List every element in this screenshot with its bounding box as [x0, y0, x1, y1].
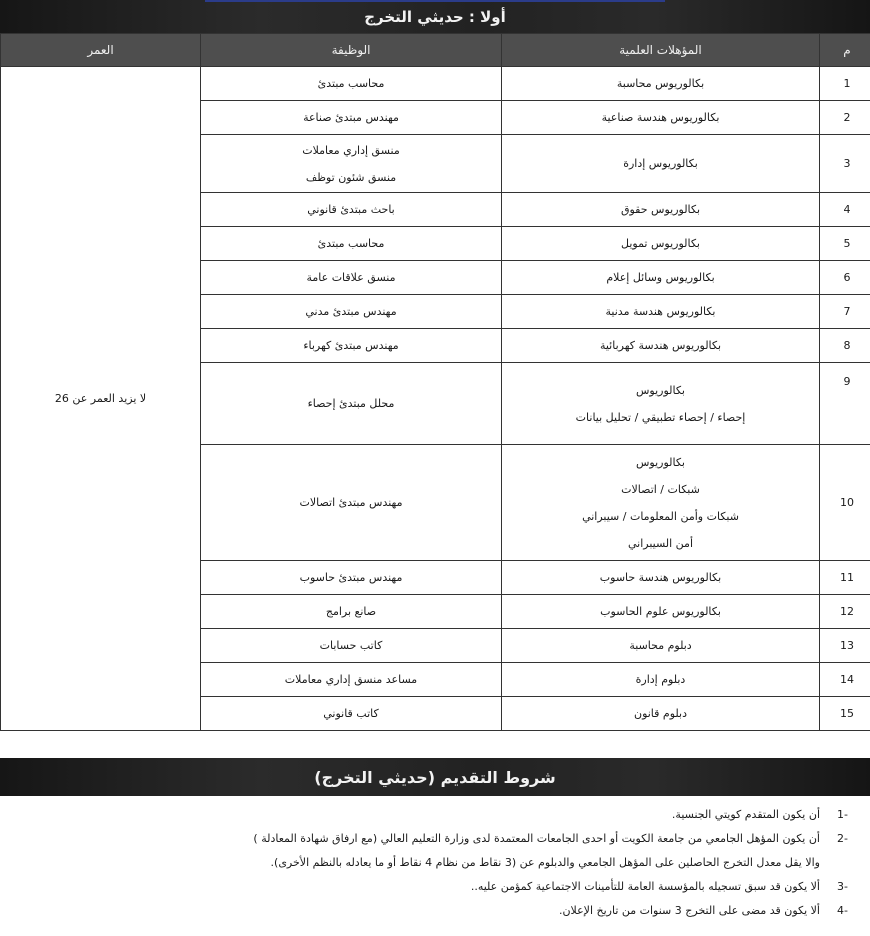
qualification-text: أمن السيبراني	[627, 536, 694, 550]
condition-item	[18, 832, 848, 870]
condition-line: أن يكون المؤهل الجامعي من جامعة الكويت أو احدى الجامعات المعتمدة لدى وزارة التعليم العالي (مع ارفاق شهادة المعادلة )	[253, 832, 820, 845]
qualification-text: بكالوريوس هندسة كهربائية	[599, 339, 722, 352]
row-number: 10	[820, 445, 870, 561]
condition-number: -2	[837, 832, 848, 845]
row-number: 2	[820, 101, 870, 135]
qualification-cell	[502, 227, 820, 261]
row-number: 13	[820, 629, 870, 663]
qualification-text: بكالوريوس هندسة حاسوب	[599, 571, 722, 584]
qualification-text: إحصاء / إحصاء تطبيقي / تحليل بيانات	[575, 410, 746, 424]
condition-text	[18, 808, 820, 822]
col-header-number: م	[820, 34, 870, 67]
job-text: منسق شئون توظف	[305, 170, 397, 184]
qualification-text: بكالوريوس إدارة	[623, 157, 698, 170]
job-cell	[201, 67, 502, 101]
qualification-text: بكالوريوس حقوق	[620, 203, 701, 216]
qualification-cell	[502, 261, 820, 295]
job-text: كاتب قانوني	[323, 707, 379, 720]
row-number: 5	[820, 227, 870, 261]
job-text: صانع برامج	[325, 605, 377, 618]
job-text: مهندس مبتدئ حاسوب	[299, 571, 403, 584]
row-number: 9	[820, 363, 870, 445]
row-number: 7	[820, 295, 870, 329]
job-cell	[201, 135, 502, 193]
qualification-text: بكالوريوس هندسة صناعية	[601, 111, 720, 124]
job-text: منسق علاقات عامة	[306, 271, 396, 284]
job-cell	[201, 295, 502, 329]
qualification-text: دبلوم قانون	[633, 707, 688, 720]
condition-item	[18, 808, 848, 822]
condition-line: أن يكون المتقدم كويتي الجنسية.	[671, 808, 820, 821]
job-text: مهندس مبتدئ اتصالات	[299, 496, 403, 509]
job-cell	[201, 629, 502, 663]
qualification-text: شبكات وأمن المعلومات / سيبراني	[582, 509, 739, 523]
job-text: محلل مبتدئ إحصاء	[307, 397, 395, 410]
row-number: 14	[820, 663, 870, 697]
qualification-cell	[502, 67, 820, 101]
condition-line: ألا يكون قد سبق تسجيله بالمؤسسة العامة للتأمينات الاجتماعية كمؤمن عليه..	[470, 880, 820, 893]
qualification-text: دبلوم إدارة	[635, 673, 686, 686]
qualification-cell	[502, 595, 820, 629]
job-text: مهندس مبتدئ صناعة	[303, 111, 399, 124]
condition-line: والا يقل معدل التخرج الحاصلين على المؤهل الجامعي والدبلوم عن (3 نقاط من نظام 4 نقاط أو ما يعادله بالنظم الأخرى).	[270, 856, 820, 869]
qualification-text: بكالوريوس علوم الحاسوب	[600, 605, 721, 618]
condition-number: -1	[837, 808, 848, 821]
job-text: محاسب مبتدئ	[317, 77, 385, 90]
job-cell	[201, 697, 502, 731]
row-number: 12	[820, 595, 870, 629]
qualification-text: شبكات / اتصالات	[621, 482, 700, 496]
qualification-text: بكالوريوس وسائل إعلام	[606, 271, 715, 284]
row-number: 11	[820, 561, 870, 595]
job-cell	[201, 261, 502, 295]
job-text: باحث مبتدئ قانوني	[307, 203, 395, 216]
table-row	[1, 67, 870, 101]
condition-item	[18, 880, 848, 894]
qualification-cell	[502, 295, 820, 329]
job-text: كاتب حسابات	[319, 639, 383, 652]
qualification-text: بكالوريوس	[635, 383, 685, 397]
job-cell	[201, 595, 502, 629]
job-cell	[201, 445, 502, 561]
qualification-cell	[502, 101, 820, 135]
row-number: 8	[820, 329, 870, 363]
job-cell	[201, 193, 502, 227]
qualification-cell	[502, 663, 820, 697]
job-cell	[201, 561, 502, 595]
condition-line: ألا يكون قد مضى على التخرج 3 سنوات من تاريخ الإعلان.	[558, 904, 820, 917]
job-cell	[201, 363, 502, 445]
qualification-text: بكالوريوس	[635, 455, 685, 469]
qualification-cell	[502, 445, 820, 561]
qualification-text: بكالوريوس تمويل	[621, 237, 700, 250]
job-cell	[201, 101, 502, 135]
job-cell	[201, 663, 502, 697]
job-cell	[201, 329, 502, 363]
conditions-title: شروط التقديم (حديثي التخرج)	[314, 767, 556, 787]
row-number: 4	[820, 193, 870, 227]
condition-text	[18, 880, 820, 894]
qualification-cell	[502, 363, 820, 445]
age-cell: لا يزيد العمر عن 26	[1, 67, 201, 731]
qualification-text: بكالوريوس محاسبة	[616, 77, 705, 90]
row-number: 15	[820, 697, 870, 731]
condition-number: -3	[837, 880, 848, 893]
job-text: محاسب مبتدئ	[317, 237, 385, 250]
qualification-cell	[502, 135, 820, 193]
job-cell	[201, 227, 502, 261]
row-number: 1	[820, 67, 870, 101]
condition-item	[18, 904, 848, 918]
condition-number: -4	[837, 904, 848, 917]
conditions-list	[18, 808, 848, 928]
qualification-text: دبلوم محاسبة	[629, 639, 692, 652]
col-header-qualification: المؤهلات العلمية	[502, 34, 820, 67]
col-header-age: العمر	[1, 34, 201, 67]
top-accent-line	[205, 0, 665, 2]
job-text: منسق إداري معاملات	[302, 143, 400, 157]
table-header-row	[1, 34, 870, 67]
job-text: مهندس مبتدئ كهرباء	[303, 339, 399, 352]
row-number: 6	[820, 261, 870, 295]
job-text: مساعد منسق إداري معاملات	[284, 673, 418, 686]
section-banner-conditions	[0, 758, 870, 796]
qualification-cell	[502, 629, 820, 663]
qualification-cell	[502, 561, 820, 595]
qualification-cell	[502, 329, 820, 363]
section-title: أولا : حديثي التخرج	[364, 7, 506, 26]
condition-text	[18, 832, 820, 870]
qualification-cell	[502, 697, 820, 731]
qualification-text: بكالوريوس هندسة مدنية	[605, 305, 716, 318]
job-text: مهندس مبتدئ مدني	[305, 305, 397, 318]
condition-text	[18, 904, 820, 918]
section-banner-top	[0, 0, 870, 33]
jobs-table	[0, 33, 870, 731]
col-header-job: الوظيفة	[201, 34, 502, 67]
qualification-cell	[502, 193, 820, 227]
table-body	[1, 67, 870, 731]
row-number: 3	[820, 135, 870, 193]
